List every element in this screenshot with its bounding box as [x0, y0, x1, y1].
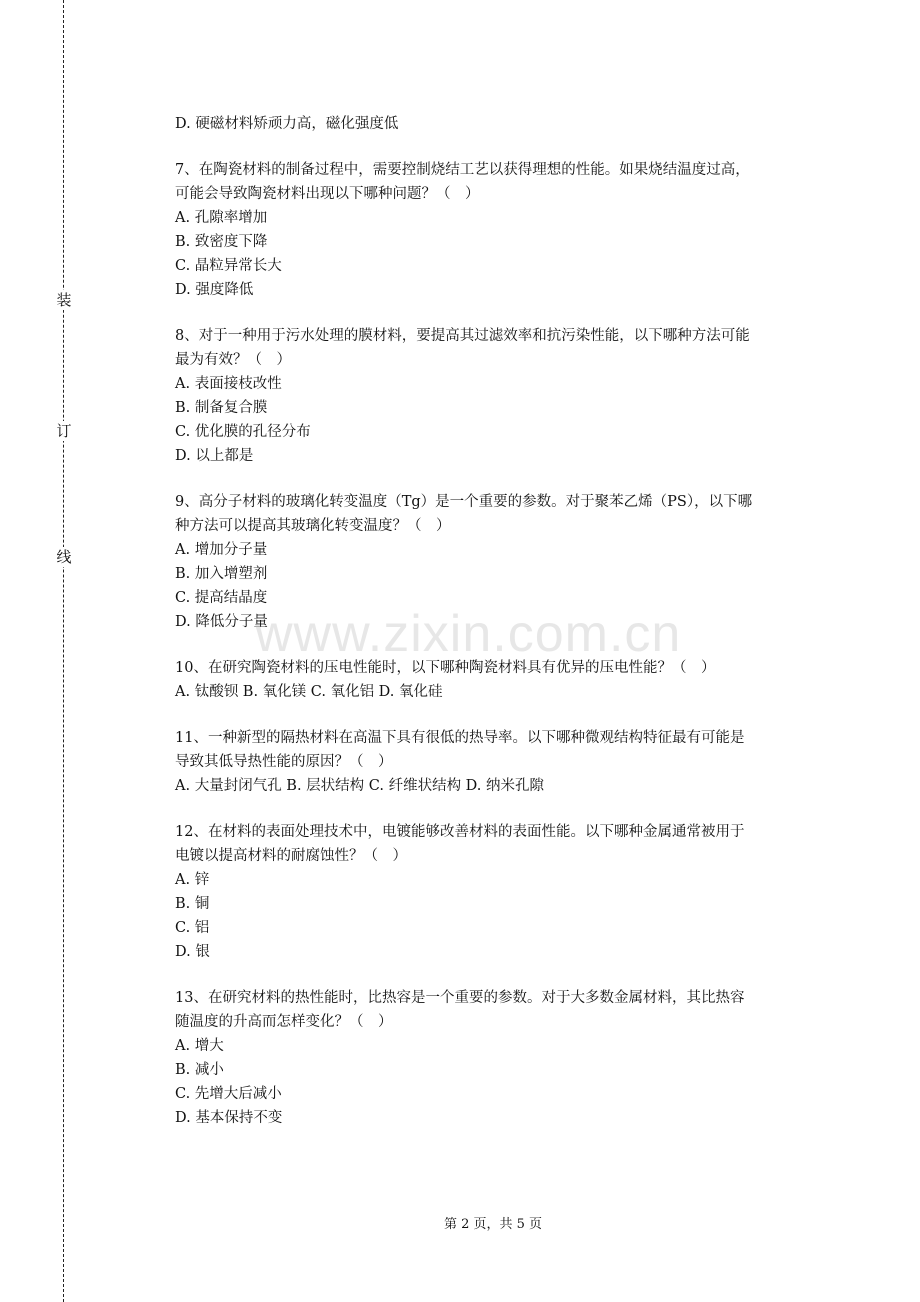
binding-dashed-line — [63, 0, 64, 1302]
option-d: D. 银 — [175, 944, 210, 960]
page-footer: 第 2 页，共 5 页 — [443, 1217, 543, 1232]
binding-mark-ding: 订 — [56, 422, 72, 440]
question-stem — [175, 820, 813, 868]
stem-line: 11、一种新型的隔热材料在高温下具有很低的热导率。以下哪种微观结构特征最有可能是 — [175, 730, 745, 746]
binding-mark-zhuang: 装 — [56, 291, 72, 309]
exam-content — [175, 112, 813, 1130]
option-a: A. 表面接枝改性 — [175, 376, 282, 392]
question-stem — [175, 324, 813, 372]
question-8 — [175, 324, 813, 468]
option-d: D. 基本保持不变 — [175, 1110, 283, 1126]
option-c: C. 优化膜的孔径分布 — [175, 424, 311, 440]
option-a: A. 孔隙率增加 — [175, 210, 268, 226]
option-a: A. 增大 — [175, 1038, 224, 1054]
stem-line: 可能会导致陶瓷材料出现以下哪种问题？（ ） — [175, 186, 480, 202]
option-b: B. 减小 — [175, 1062, 224, 1078]
question-11 — [175, 726, 813, 798]
stem-line: 8、对于一种用于污水处理的膜材料，要提高其过滤效率和抗污染性能，以下哪种方法可能 — [175, 328, 750, 344]
stem-line: 最为有效？（ ） — [175, 352, 291, 368]
stem-line: 随温度的升高而怎样变化？（ ） — [175, 1014, 393, 1030]
stem-line: 种方法可以提高其玻璃化转变温度？（ ） — [175, 518, 451, 534]
option-b: B. 致密度下降 — [175, 234, 268, 250]
option-d: D. 降低分子量 — [175, 614, 268, 630]
carryover-option: D. 硬磁材料矫顽力高，磁化强度低 — [175, 116, 399, 132]
question-10 — [175, 656, 813, 704]
question-7 — [175, 158, 813, 302]
question-stem — [175, 726, 813, 774]
options-inline: A. 大量封闭气孔 B. 层状结构 C. 纤维状结构 D. 纳米孔隙 — [175, 778, 545, 794]
option-d: D. 以上都是 — [175, 448, 254, 464]
stem-line: 13、在研究材料的热性能时，比热容是一个重要的参数。对于大多数金属材料，其比热容 — [175, 990, 745, 1006]
question-stem — [175, 986, 813, 1034]
watermark: www.zixin.com.cn — [255, 605, 682, 663]
option-b: B. 制备复合膜 — [175, 400, 268, 416]
option-c: C. 提高结晶度 — [175, 590, 268, 606]
question-12 — [175, 820, 813, 964]
option-c: C. 晶粒异常长大 — [175, 258, 282, 274]
stem-line: 12、在材料的表面处理技术中，电镀能够改善材料的表面性能。以下哪种金属通常被用于 — [175, 824, 745, 840]
stem-line: 9、高分子材料的玻璃化转变温度（Tg）是一个重要的参数。对于聚苯乙烯（PS），以下哪 — [175, 494, 753, 510]
question-13 — [175, 986, 813, 1130]
question-stem — [175, 656, 813, 680]
option-c: C. 先增大后减小 — [175, 1086, 282, 1102]
stem-line: 导致其低导热性能的原因？（ ） — [175, 754, 393, 770]
stem-line: 10、在研究陶瓷材料的压电性能时，以下哪种陶瓷材料具有优异的压电性能？（ ） — [175, 660, 716, 676]
option-a: A. 增加分子量 — [175, 542, 268, 558]
option-b: B. 铜 — [175, 896, 210, 912]
question-9 — [175, 490, 813, 634]
question-stem — [175, 490, 813, 538]
options-inline: A. 钛酸钡 B. 氧化镁 C. 氧化铝 D. 氧化硅 — [175, 684, 443, 700]
option-b: B. 加入增塑剂 — [175, 566, 268, 582]
stem-line: 电镀以提高材料的耐腐蚀性？（ ） — [175, 848, 407, 864]
option-c: C. 铝 — [175, 920, 210, 936]
binding-mark-xian: 线 — [56, 548, 72, 566]
stem-line: 7、在陶瓷材料的制备过程中，需要控制烧结工艺以获得理想的性能。如果烧结温度过高， — [175, 162, 750, 178]
question-stem — [175, 158, 813, 206]
option-a: A. 锌 — [175, 872, 210, 888]
option-d: D. 强度降低 — [175, 282, 254, 298]
